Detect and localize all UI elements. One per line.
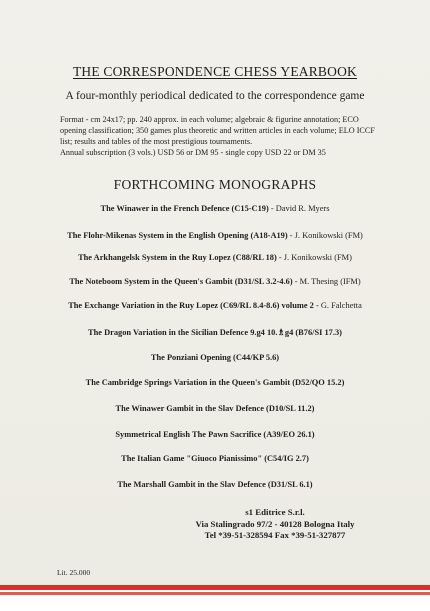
publisher-address: Via Stalingrado 97/2 - 40128 Bologna Italy — [195, 518, 355, 529]
format-text: Format - cm 24x17; pp. 240 approx. in each volume; algebraic & figurine annotation; ECO opening classification; 350 games plus theoretic and written articles in each volume; ELO ICCF list; results and tables of the most prestigious tournaments. — [60, 115, 375, 146]
price-label: Lit. 25.000 — [57, 568, 91, 577]
monograph-item: The Italian Game "Giuoco Pianissimo" (C54/IG 2.7) — [121, 454, 309, 463]
monograph-item: Symmetrical English The Pawn Sacrifice (A39/EO 26.1) — [115, 430, 315, 439]
monograph-item: The Marshall Gambit in the Slav Defence (D31/SL 6.1) — [117, 480, 313, 489]
page-title: THE CORRESPONDENCE CHESS YEARBOOK — [72, 64, 357, 79]
monograph-item: The Arkhangelsk System in the Ruy Lopez (C88/RL 18) - J. Konikowski (FM) — [78, 253, 352, 262]
publisher-contact: Tel *39-51-328594 Fax *39-51-327877 — [204, 530, 346, 540]
subscription-text: Annual subscription (3 vols.) USD 56 or DM 95 - single copy USD 22 or DM 35 — [60, 148, 326, 157]
publisher-name: s1 Editrice S.r.l. — [245, 507, 305, 517]
bottom-stripe — [0, 585, 430, 611]
publisher-block — [130, 507, 420, 542]
red-band-thin — [0, 592, 430, 595]
monograph-item: The Exchange Variation in the Ruy Lopez (C69/RL 8.4-8.6) volume 2 - G. Falchetta — [68, 301, 362, 310]
monograph-item: The Flohr-Mikenas System in the English Opening (A18-A19) - J. Konikowski (FM) — [67, 231, 363, 240]
red-band — [0, 585, 430, 590]
monograph-item: The Dragon Variation in the Sicilian Defence 9.g4 10.♗g4 (B76/SI 17.3) — [88, 328, 342, 337]
monograph-item: The Noteboom System in the Queen's Gambit (D31/SL 3.2-4.6) - M. Thesing (IFM) — [69, 277, 361, 286]
monograph-item: The Ponziani Opening (C44/KP 5.6) — [150, 353, 280, 362]
description-block — [60, 114, 380, 158]
monograph-item: The Winawer Gambit in the Slav Defence (D10/SL 11.2) — [115, 404, 315, 413]
monographs-heading: FORTHCOMING MONOGRAPHS — [113, 177, 317, 192]
page-subtitle: A four-monthly periodical dedicated to the correspondence game — [65, 90, 365, 102]
monograph-item: The Cambridge Springs Variation in the Queen's Gambit (D52/QO 15.2) — [85, 378, 345, 387]
monograph-item: The Winawer in the French Defence (C15-C19) - David R. Myers — [100, 204, 330, 213]
